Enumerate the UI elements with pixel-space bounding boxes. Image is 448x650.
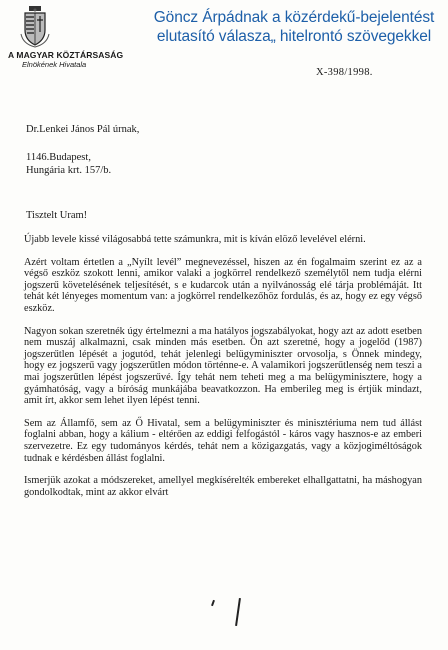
salutation: Tisztelt Uram! bbox=[26, 210, 88, 221]
paragraph: Azért voltam értetlen a „Nyílt levél” megnevezéssel, hiszen az én fogalmaim szerint ez az a végső eszköz szokott lenni, amikor valaki a jogkörrel rendelkező személytől nem tudja elérni jogszerű követelésének teljesítését, s e kudarcok után a nyilvánosság elé tárja problémáját. Itt tehát két lényeges momentum van: a jogkörrel rendelkezőhöz fordulás, és az, hogy ez egy végső eszköz. bbox=[24, 256, 422, 314]
reference-number: X-398/1998. bbox=[316, 67, 373, 78]
paragraph: Sem az Államfő, sem az Ő Hivatal, sem a belügyminiszter és minisztériuma nem tud állást foglalni abban, hogy a kálium - eltérően az eddigi felfogástól - káros vagy hasznos-e az emberi szervezetre. Ez egy tudományos kérdés, tehát nem a közigazgatás, vagy a közjogiméltóságok tudnak e kérdésben állást foglalni. bbox=[24, 417, 422, 464]
banner-line-2: elutasító válasza„ hitelrontó szövegekkel bbox=[156, 28, 432, 45]
scan-mark bbox=[235, 598, 241, 626]
letter-body bbox=[24, 234, 422, 509]
paragraph: Nagyon sokan szeretnék úgy értelmezni a ma hatályos jogszabályokat, hogy azt az adott esetben nem muszáj alkalmazni, csak minden más esetben. Ön azt szeretné, hogy a jogelőd (1987) jogszerűtlen lépését a jogutód, tehát jelenlegi belügyminiszter orvosolja, s Önnek mindegy, hogy ez jogszerű vagy jogszerűtlen módon történne-e. A valamikori jogszerűtlenség nem teszi a mai jogszerűtlen lépést jogszerűvé. Így tehát nem teheti meg a ma belügyminisztere, hogy a gyámhatóság, vagy a bíróság munkájába beavatkozzon. Ha emberileg meg is értjük mindazt, amit írt, akkor sem lehet ilyen lépést tenni. bbox=[24, 325, 422, 407]
paragraph: Ismerjük azokat a módszereket, amellyel megkísérelték embereket elhallgattatni, ha máshogyan gondolkodtak, mint az akkor elvárt bbox=[24, 475, 422, 498]
banner-line-1: Göncz Árpádnak a közérdekű-bejelentést bbox=[153, 9, 435, 26]
org-office: Elnökének Hivatala bbox=[22, 60, 87, 69]
recipient-name: Dr.Lenkei János Pál úrnak, bbox=[26, 124, 140, 135]
paragraph: Újabb levele kissé világosabbá tette számunkra, mit is kíván elöző levelével elérni. bbox=[24, 234, 366, 245]
scan-mark bbox=[211, 600, 215, 606]
banner-annotation bbox=[146, 8, 442, 46]
sender-organization bbox=[8, 50, 123, 69]
recipient-city: 1146.Budapest, bbox=[26, 152, 91, 163]
org-name: A MAGYAR KÖZTÁRSASÁG bbox=[8, 50, 124, 60]
recipient-street: Hungária krt. 157/b. bbox=[26, 165, 112, 176]
coat-of-arms-icon bbox=[20, 6, 50, 48]
